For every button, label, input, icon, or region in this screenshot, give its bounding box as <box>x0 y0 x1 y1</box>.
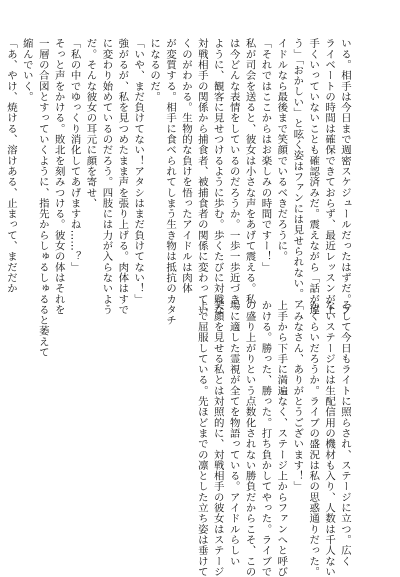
body-text-line: が変質する。相手に食べられてしまう生き物は抵抗のカタチ <box>164 38 177 326</box>
body-text-line: 「あ、やけ、焼ける、溶けある、止まって、まだだか <box>4 38 17 294</box>
body-text-line: 「いや、まだ負けてない！アタシはまだ負けてない！」 <box>132 38 145 305</box>
body-text-line: の盛り上がりという点数化されない勝負だからこそ、この <box>243 300 256 577</box>
body-text-line: に変わり始めているのだろう。四肢には力が入らないよう <box>100 38 113 315</box>
body-text-line: 笑顔を見せる私とは対照的に、対戦相手の彼女はステージ <box>211 300 224 577</box>
body-text-line: う」「おかしい」と呟く姿はファンには見せられない。ア <box>291 38 304 310</box>
body-text-line: 対戦相手の関係から捕食者、被捕食者の関係に変わってい <box>195 38 208 315</box>
body-text-line: ように、観客に見せつけるように歩む。歩くたびに対戦な <box>211 38 224 315</box>
body-text-line: 上で屈服している。先ほどまでの凛とした立ち姿は垂けて <box>195 300 208 577</box>
body-text-line: 「みなさん、ありがとうございます！」 <box>291 300 304 492</box>
body-text-line: ライベートの時間は確保できておらず、最近レッスンが上 <box>323 38 336 315</box>
body-text-line: 手くいっていないことも確認済みだ。震えながら「話が違 <box>307 38 320 315</box>
body-text-line: は今どんな表情をしているのだろうか。一歩一歩近づき <box>227 38 240 305</box>
body-text-line: になるのだ。 <box>148 38 161 102</box>
body-text-line: 強がるが、私を見つめたまま声を張り上げる。肉体はすで <box>116 38 129 315</box>
body-text-line: イドルなら最後まで笑顔でいるべきだろうに。 <box>275 38 288 262</box>
body-text-line: 「それではここからはお楽しみの時間ですー！」 <box>259 38 272 273</box>
body-text-line: ないステージには生配信用の機材も入り、人数は千人ない <box>323 300 336 577</box>
text-column-block-lower <box>48 300 352 577</box>
body-text-line: 上手から下手に満遍なく、ステージ上からファンへと呼び <box>275 300 288 577</box>
body-text-line: 「私の中でゆっくり消化してあげますね……？」 <box>68 38 81 273</box>
body-text-line: そして今日もライトに照らされ、ステージに立つ。広く <box>339 300 351 567</box>
body-text-line: そっと声をかける。敗北を刻みつける。彼女の体はそれを <box>52 38 65 315</box>
body-text-line: かくらいだろうか。ライブの盛況は私の思惑通りだった。 <box>307 300 320 577</box>
body-text-line: いる。相手は今日まで週密スケジュールだったはずだ。プ <box>339 38 351 315</box>
body-text-line: 場に適した霊視が全てを物語っている。アイドルらしい <box>227 300 240 567</box>
body-text-line: かける。勝った、勝った。打ち負かしてやった。ライブで <box>259 300 272 577</box>
body-text-line: 縮んでいく。 <box>20 38 33 102</box>
body-text-line: 一層の合図とすっていくように、指先からしゅるしゅるると萎えて <box>36 38 49 358</box>
body-text-line: くのがわかる。生物的な負けを悟ったアイドルは肉体 <box>179 38 192 294</box>
body-text-line: だ。そんな彼女の耳元に顔を寄せ、 <box>84 38 97 209</box>
body-text-line: 私が司会を送ると、彼女は小さな声をあげて震える。私 <box>243 38 256 305</box>
